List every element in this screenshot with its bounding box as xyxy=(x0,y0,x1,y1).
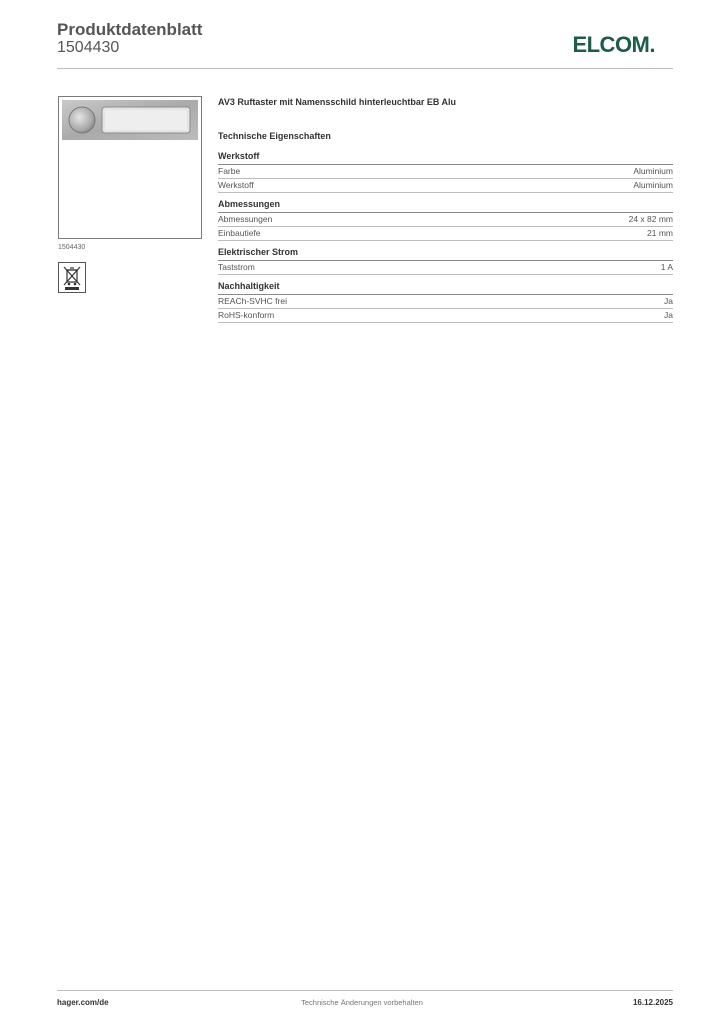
footer-website: hager.com/de xyxy=(57,998,109,1007)
document-number: 1504430 xyxy=(57,39,120,56)
document-title: Produktdatenblatt xyxy=(57,20,203,39)
property-label: Abmessungen xyxy=(218,214,273,224)
property-label: RoHS-konform xyxy=(218,310,275,320)
group-heading: Nachhaltigkeit xyxy=(218,281,673,295)
group-heading: Abmessungen xyxy=(218,199,673,213)
property-group-elektrischer-strom xyxy=(218,247,673,275)
property-value: Aluminium xyxy=(633,166,673,176)
property-value: Aluminium xyxy=(633,180,673,190)
group-heading: Werkstoff xyxy=(218,151,673,165)
property-value: 21 mm xyxy=(647,228,673,238)
page-header xyxy=(57,20,673,70)
crossed-out-wheelie-bin-icon xyxy=(59,263,85,292)
property-row xyxy=(218,309,673,323)
property-group-nachhaltigkeit xyxy=(218,281,673,323)
property-value: Ja xyxy=(664,296,673,306)
property-value: 24 x 82 mm xyxy=(628,214,673,224)
property-label: Werkstoff xyxy=(218,180,254,190)
property-group-werkstoff xyxy=(218,151,673,193)
image-caption: 1504430 xyxy=(58,244,86,251)
property-row xyxy=(218,227,673,241)
property-row xyxy=(218,295,673,309)
property-row xyxy=(218,179,673,193)
property-row xyxy=(218,261,673,275)
product-title: AV3 Ruftaster mit Namensschild hinterleuchtbar EB Alu xyxy=(218,97,457,107)
footer-date: 16.12.2025 xyxy=(632,998,673,1007)
property-row xyxy=(218,213,673,227)
product-image xyxy=(62,100,198,140)
property-value: 1 A xyxy=(660,262,673,272)
group-heading: Elektrischer Strom xyxy=(218,247,673,261)
section-heading: Technische Eigenschaften xyxy=(218,131,331,141)
property-label: Farbe xyxy=(218,166,241,176)
property-group-abmessungen xyxy=(218,199,673,241)
property-label: REACh-SVHC frei xyxy=(218,296,287,306)
brand-logo: ELCOM. xyxy=(572,32,655,57)
weee-disposal-icon xyxy=(58,262,86,293)
product-details xyxy=(218,97,673,323)
property-label: Einbautiefe xyxy=(218,228,261,238)
product-image-frame xyxy=(58,96,202,239)
footer-notice: Technische Änderungen vorbehalten xyxy=(301,998,423,1007)
footer-divider xyxy=(57,990,673,991)
property-row xyxy=(218,165,673,179)
property-value: Ja xyxy=(664,310,673,320)
header-divider xyxy=(57,68,673,69)
property-label: Taststrom xyxy=(218,262,255,272)
